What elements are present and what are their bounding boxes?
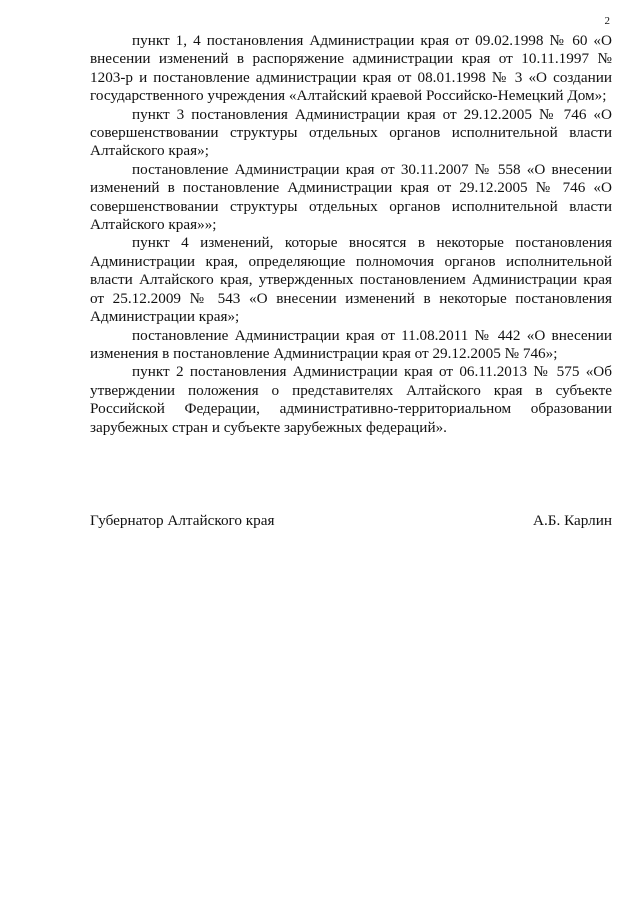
paragraph: пункт 1, 4 постановления Администрации края от 09.02.1998 № 60 «О внесении изменений в распоряжение администрации края от 10.11.1997 № 1203-р и постановление администрации края от 08.01.1998 № 3 «О создании государственного учреждения «Алтайский краевой Российско-Немецкий Дом»;	[90, 32, 612, 105]
paragraph: постановление Администрации края от 30.11.2007 № 558 «О внесении изменений в постановление Администрации края от 29.12.2005 № 746 «О совершенствовании структуры отдельных органов исполнительной власти Алтайского края»»;	[90, 160, 612, 234]
signature-block	[90, 512, 612, 530]
document-body	[90, 32, 612, 437]
paragraph: пункт 3 постановления Администрации края от 29.12.2005 № 746 «О совершенствовании структуры отдельных органов исполнительной власти Алтайского края»;	[90, 105, 612, 160]
page-number: 2	[604, 15, 610, 27]
signatory-name: А.Б. Карлин	[533, 512, 612, 529]
signatory-position: Губернатор Алтайского края	[90, 512, 275, 529]
paragraph: постановление Администрации края от 11.08.2011 № 442 «О внесении изменения в постановление Администрации края от 29.12.2005 № 746»;	[90, 326, 612, 362]
paragraph: пункт 2 постановления Администрации края от 06.11.2013 № 575 «Об утверждении положения о представителях Алтайского края в субъекте Российской Федерации, административно-территориальном образовании зарубежных стран и субъекте зарубежных федераций».	[90, 363, 612, 436]
paragraph: пункт 4 изменений, которые вносятся в некоторые постановления Администрации края, определяющие полномочия органов исполнительной власти Алтайского края, утвержденных постановлением Администрации края от 25.12.2009 № 543 «О внесении изменений в некоторые постановления Администрации края»;	[90, 234, 612, 326]
